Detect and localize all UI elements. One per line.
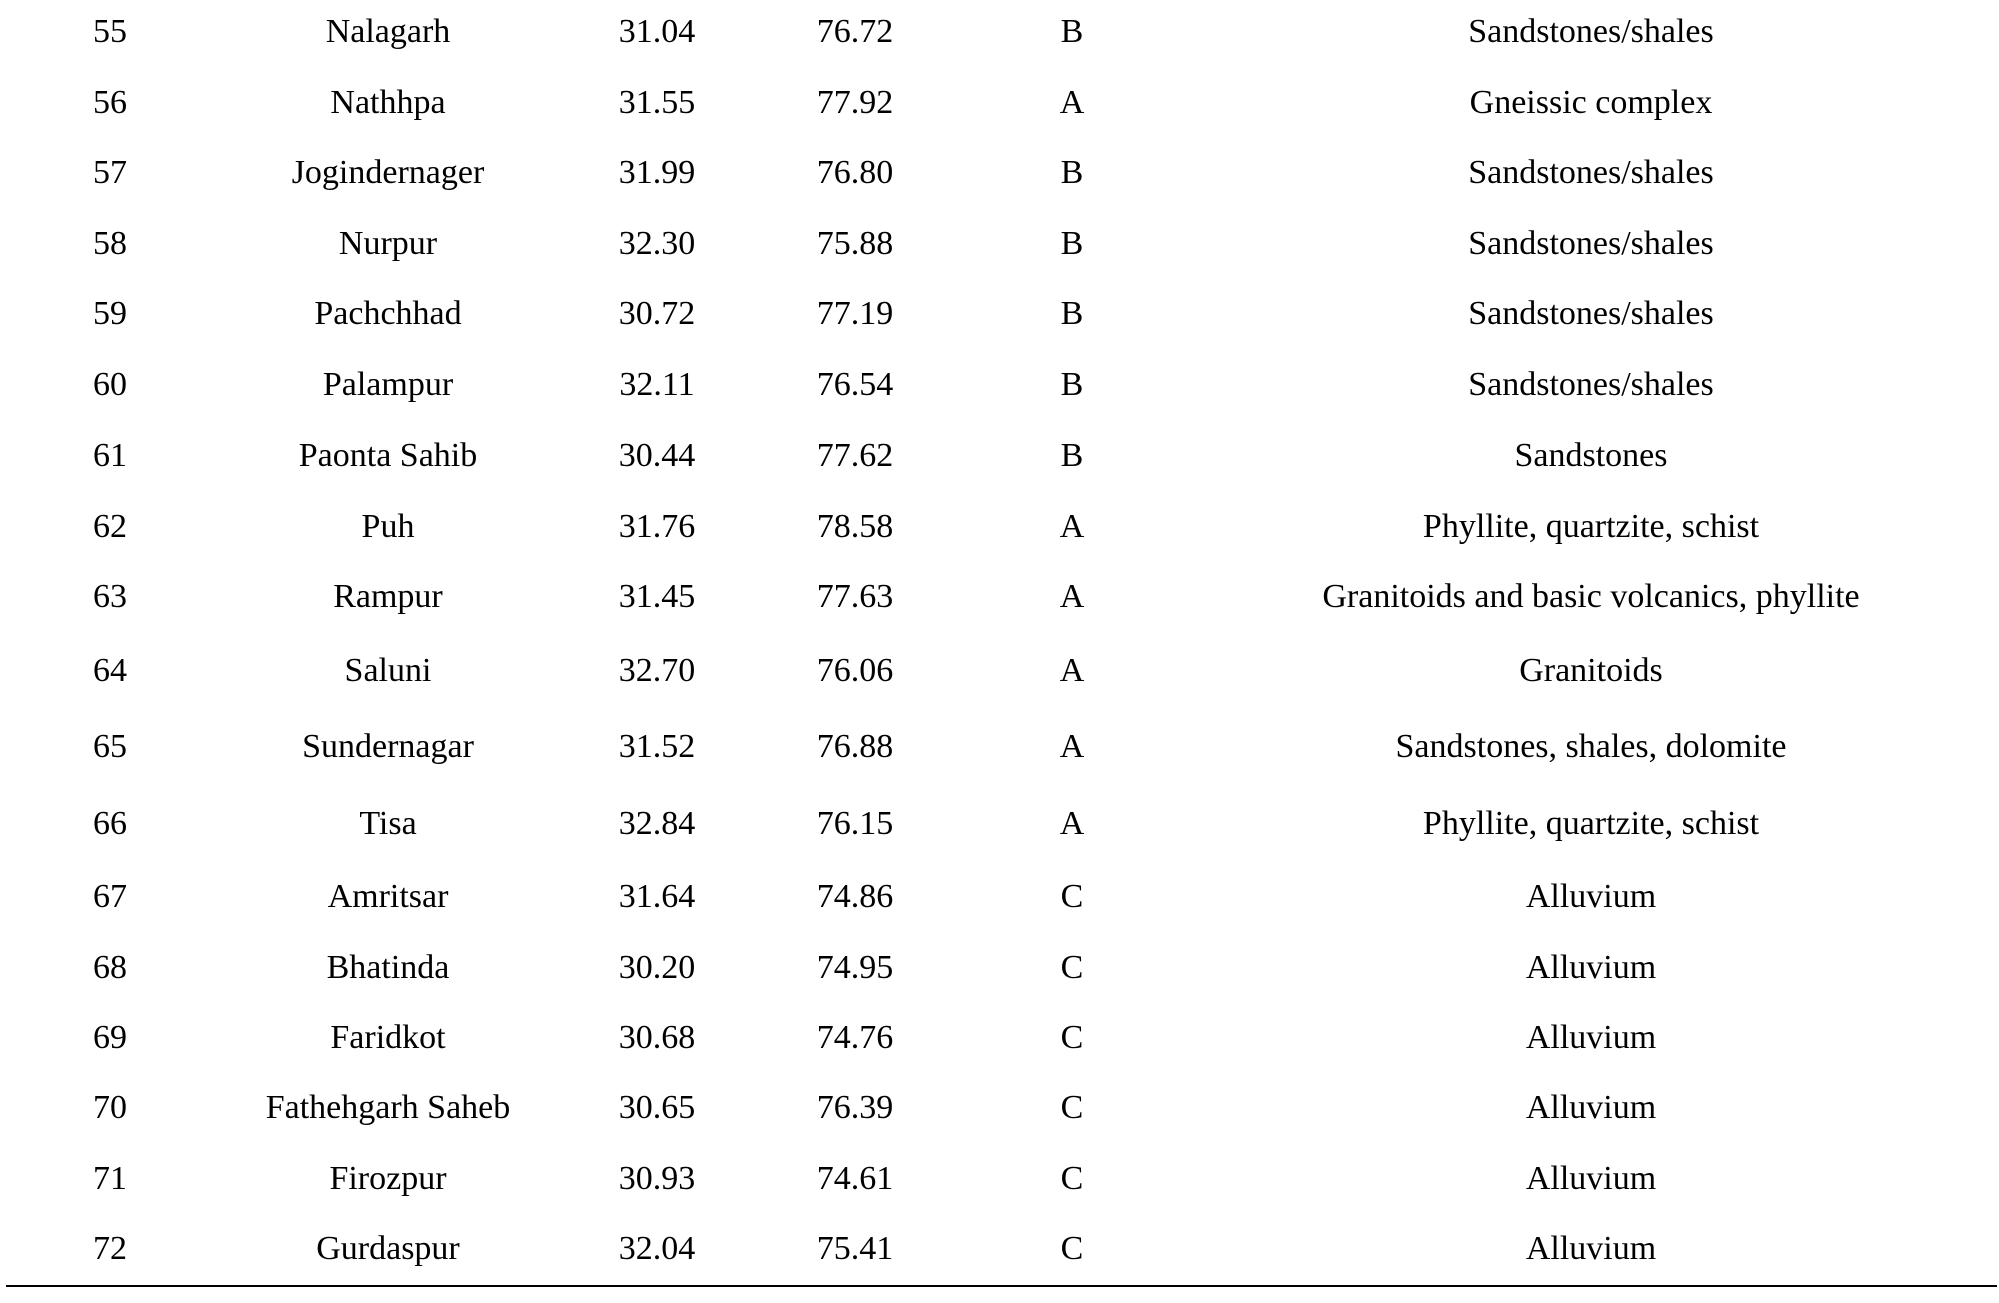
table-row	[0, 641, 1999, 701]
station-name-cell: Firozpur	[329, 1160, 447, 1197]
geology-cell: Alluvium	[1525, 1089, 1657, 1126]
station-name-cell: Pachchhad	[314, 295, 462, 332]
station-number-cell: 72	[93, 1230, 127, 1267]
table-row	[0, 426, 1999, 486]
station-name-cell: Jogindernager	[291, 154, 485, 191]
station-number-cell: 60	[93, 366, 127, 403]
table-row	[0, 867, 1999, 927]
station-number-cell: 70	[93, 1089, 127, 1126]
table-row	[0, 214, 1999, 274]
longitude-cell: 75.88	[816, 225, 894, 262]
latitude-cell: 32.04	[618, 1230, 696, 1267]
station-number-cell: 71	[93, 1160, 127, 1197]
geology-cell: Phyllite, quartzite, schist	[1422, 805, 1760, 842]
geology-cell: Sandstones/shales	[1468, 154, 1714, 191]
site-class-cell: B	[1060, 366, 1084, 403]
site-class-cell: C	[1060, 878, 1084, 915]
site-class-cell: C	[1060, 1019, 1084, 1056]
longitude-cell: 76.39	[816, 1089, 894, 1126]
table-row	[0, 1219, 1999, 1279]
latitude-cell: 32.30	[618, 225, 696, 262]
table-row	[0, 717, 1999, 777]
station-number-cell: 62	[93, 508, 127, 545]
longitude-cell: 76.80	[816, 154, 894, 191]
site-class-cell: C	[1060, 1160, 1084, 1197]
station-name-cell: Fathehgarh Saheb	[265, 1089, 511, 1126]
station-number-cell: 69	[93, 1019, 127, 1056]
site-class-cell: C	[1060, 1230, 1084, 1267]
longitude-cell: 76.15	[816, 805, 894, 842]
geology-cell: Alluvium	[1525, 1230, 1657, 1267]
longitude-cell: 74.95	[816, 949, 894, 986]
geology-cell: Phyllite, quartzite, schist	[1422, 508, 1760, 545]
site-class-cell: A	[1059, 578, 1085, 615]
latitude-cell: 31.99	[618, 154, 696, 191]
geology-cell: Gneissic complex	[1469, 84, 1713, 121]
station-number-cell: 59	[93, 295, 127, 332]
site-class-cell: B	[1060, 437, 1084, 474]
station-name-cell: Amritsar	[327, 878, 449, 915]
table-row	[0, 794, 1999, 854]
station-number-cell: 56	[93, 84, 127, 121]
latitude-cell: 31.45	[618, 578, 696, 615]
station-number-cell: 63	[93, 578, 127, 615]
table-row	[0, 284, 1999, 344]
latitude-cell: 31.64	[618, 878, 696, 915]
latitude-cell: 30.93	[618, 1160, 696, 1197]
longitude-cell: 75.41	[816, 1230, 894, 1267]
site-class-cell: B	[1060, 154, 1084, 191]
station-number-cell: 68	[93, 949, 127, 986]
station-number-cell: 57	[93, 154, 127, 191]
latitude-cell: 30.72	[618, 295, 696, 332]
table-bottom-rule	[6, 1285, 1997, 1287]
longitude-cell: 76.88	[816, 728, 894, 765]
site-class-cell: A	[1059, 728, 1085, 765]
station-number-cell: 66	[93, 805, 127, 842]
geology-cell: Alluvium	[1525, 878, 1657, 915]
site-class-cell: C	[1060, 1089, 1084, 1126]
station-name-cell: Tisa	[359, 805, 417, 842]
station-name-cell: Saluni	[344, 652, 432, 689]
geology-cell: Alluvium	[1525, 1019, 1657, 1056]
station-name-cell: Sundernagar	[302, 728, 474, 765]
station-name-cell: Nathhpa	[330, 84, 446, 121]
longitude-cell: 77.92	[816, 84, 894, 121]
station-number-cell: 64	[93, 652, 127, 689]
site-class-cell: B	[1060, 295, 1084, 332]
longitude-cell: 77.19	[816, 295, 894, 332]
table-row	[0, 497, 1999, 557]
latitude-cell: 30.20	[618, 949, 696, 986]
station-name-cell: Rampur	[333, 578, 443, 615]
geology-cell: Sandstones/shales	[1468, 13, 1714, 50]
site-class-cell: A	[1059, 652, 1085, 689]
longitude-cell: 74.76	[816, 1019, 894, 1056]
table-row	[0, 143, 1999, 203]
longitude-cell: 76.06	[816, 652, 894, 689]
station-number-cell: 55	[93, 13, 127, 50]
latitude-cell: 31.52	[618, 728, 696, 765]
geology-cell: Alluvium	[1525, 1160, 1657, 1197]
latitude-cell: 32.11	[619, 366, 695, 403]
geology-cell: Alluvium	[1525, 949, 1657, 986]
site-class-cell: C	[1060, 949, 1084, 986]
station-name-cell: Bhatinda	[326, 949, 450, 986]
geology-cell: Sandstones/shales	[1468, 225, 1714, 262]
longitude-cell: 74.86	[816, 878, 894, 915]
latitude-cell: 31.55	[618, 84, 696, 121]
geology-cell: Sandstones/shales	[1468, 366, 1714, 403]
table-row	[0, 1149, 1999, 1209]
longitude-cell: 76.54	[816, 366, 894, 403]
longitude-cell: 78.58	[816, 508, 894, 545]
station-name-cell: Faridkot	[330, 1019, 446, 1056]
table-row	[0, 1008, 1999, 1068]
station-name-cell: Palampur	[322, 366, 454, 403]
latitude-cell: 30.65	[618, 1089, 696, 1126]
geology-cell: Granitoids and basic volcanics, phyllite	[1322, 578, 1860, 615]
site-class-cell: A	[1059, 805, 1085, 842]
latitude-cell: 30.44	[618, 437, 696, 474]
site-class-cell: B	[1060, 13, 1084, 50]
table-row	[0, 355, 1999, 415]
geology-cell: Sandstones/shales	[1468, 295, 1714, 332]
geology-cell: Sandstones, shales, dolomite	[1395, 728, 1787, 765]
station-name-cell: Puh	[361, 508, 415, 545]
longitude-cell: 76.72	[816, 13, 894, 50]
longitude-cell: 77.62	[816, 437, 894, 474]
latitude-cell: 31.04	[618, 13, 696, 50]
latitude-cell: 30.68	[618, 1019, 696, 1056]
site-class-cell: B	[1060, 225, 1084, 262]
table-row	[0, 567, 1999, 627]
longitude-cell: 74.61	[816, 1160, 894, 1197]
latitude-cell: 31.76	[618, 508, 696, 545]
station-number-cell: 67	[93, 878, 127, 915]
station-number-cell: 61	[93, 437, 127, 474]
station-name-cell: Paonta Sahib	[298, 437, 478, 474]
geology-cell: Sandstones	[1514, 437, 1668, 474]
table-row	[0, 1078, 1999, 1138]
table-row	[0, 2, 1999, 62]
station-number-cell: 65	[93, 728, 127, 765]
table-row	[0, 938, 1999, 998]
geology-cell: Granitoids	[1519, 652, 1663, 689]
station-name-cell: Gurdaspur	[316, 1230, 460, 1267]
site-class-cell: A	[1059, 84, 1085, 121]
station-number-cell: 58	[93, 225, 127, 262]
site-class-cell: A	[1059, 508, 1085, 545]
table-row	[0, 73, 1999, 133]
latitude-cell: 32.84	[618, 805, 696, 842]
longitude-cell: 77.63	[816, 578, 894, 615]
station-name-cell: Nurpur	[338, 225, 438, 262]
latitude-cell: 32.70	[618, 652, 696, 689]
station-name-cell: Nalagarh	[325, 13, 451, 50]
